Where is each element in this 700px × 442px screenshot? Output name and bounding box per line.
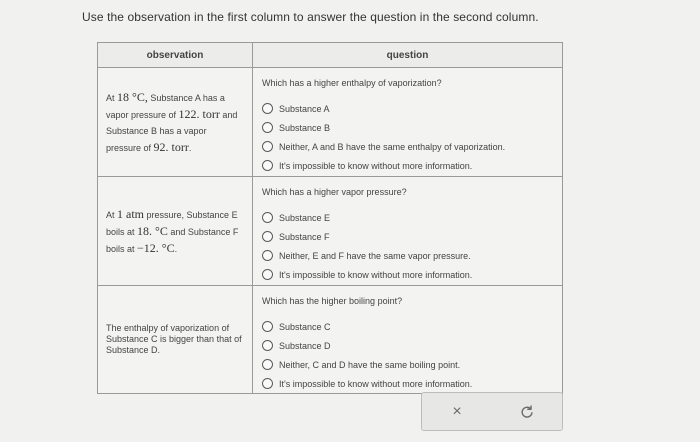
option-radio[interactable] — [262, 137, 556, 156]
observation-text: and Substance B has a vapor pressure of — [106, 109, 238, 153]
pressure-value: 1 atm — [117, 206, 145, 221]
question-header: question — [253, 43, 563, 68]
observation-text: At — [106, 209, 118, 220]
option-label[interactable]: Neither, E and F have the same vapor pressure. — [279, 250, 471, 261]
option-radio[interactable] — [262, 374, 556, 393]
observation-text: The enthalpy of vaporization of Substance C is bigger than that of Substance D. — [106, 323, 242, 355]
observation-header: observation — [98, 43, 253, 68]
undo-button[interactable] — [492, 393, 562, 430]
option-radio[interactable] — [262, 265, 556, 284]
answer-actions — [421, 392, 563, 431]
observation-text: . — [188, 142, 192, 153]
boiling-point-e: 18. °C — [137, 223, 168, 238]
option-label[interactable]: It's impossible to know without more information. — [279, 378, 473, 389]
observation-text: pressure, Substance E boils at — [106, 209, 238, 237]
table-row — [98, 177, 563, 286]
pressure-value-b: 92. torr — [153, 139, 189, 154]
option-label[interactable]: Substance D — [279, 340, 331, 351]
option-radio[interactable] — [262, 317, 556, 336]
observation-text: Substance A has a vapor pressure of — [106, 92, 225, 120]
option-label[interactable]: It's impossible to know without more information. — [279, 269, 473, 280]
option-label[interactable]: It's impossible to know without more information. — [279, 160, 473, 171]
option-radio[interactable] — [262, 227, 556, 246]
radio-icon[interactable] — [262, 250, 273, 261]
option-radio[interactable] — [262, 99, 556, 118]
pressure-value-a: 122. torr — [178, 106, 220, 121]
observation-text: and Substance F boils at — [106, 226, 239, 254]
option-label[interactable]: Neither, A and B have the same enthalpy of vaporization. — [279, 141, 506, 152]
radio-icon[interactable] — [262, 160, 273, 171]
radio-icon[interactable] — [262, 141, 273, 152]
observation-text: At — [106, 92, 118, 103]
question-cell — [253, 177, 563, 286]
question-cell — [253, 68, 563, 177]
option-radio[interactable] — [262, 246, 556, 265]
option-label[interactable]: Neither, C and D have the same boiling point. — [279, 359, 461, 370]
temperature-value: 18 °C, — [117, 89, 148, 104]
option-radio[interactable] — [262, 156, 556, 175]
radio-icon[interactable] — [262, 359, 273, 370]
option-radio[interactable] — [262, 355, 556, 374]
table-row — [98, 68, 563, 177]
observation-cell — [98, 68, 253, 177]
question-text: Which has a higher enthalpy of vaporization? — [262, 78, 442, 88]
option-radio[interactable] — [262, 118, 556, 137]
radio-icon[interactable] — [262, 103, 273, 114]
radio-icon[interactable] — [262, 340, 273, 351]
option-radio[interactable] — [262, 336, 556, 355]
table-row — [98, 286, 563, 394]
radio-icon[interactable] — [262, 378, 273, 389]
observation-cell — [98, 177, 253, 286]
question-text: Which has a higher vapor pressure? — [262, 187, 407, 197]
observation-text: . — [174, 243, 178, 254]
question-table — [97, 42, 563, 394]
option-label[interactable]: Substance C — [279, 321, 331, 332]
option-label[interactable]: Substance F — [279, 231, 330, 242]
radio-icon[interactable] — [262, 269, 273, 280]
radio-icon[interactable] — [262, 321, 273, 332]
clear-button[interactable]: × — [452, 402, 462, 420]
option-radio[interactable] — [262, 208, 556, 227]
radio-icon[interactable] — [262, 212, 273, 223]
instruction-text: Use the observation in the first column to answer the question in the second column. — [82, 10, 539, 24]
question-cell — [253, 286, 563, 394]
radio-icon[interactable] — [262, 231, 273, 242]
radio-icon[interactable] — [262, 122, 273, 133]
option-label[interactable]: Substance A — [279, 103, 330, 114]
option-label[interactable]: Substance E — [279, 212, 331, 223]
observation-cell — [98, 286, 253, 394]
boiling-point-f: −12. °C — [137, 240, 175, 255]
undo-icon — [520, 405, 534, 419]
question-text: Which has the higher boiling point? — [262, 296, 403, 306]
table-header-row — [98, 43, 563, 68]
option-label[interactable]: Substance B — [279, 122, 331, 133]
